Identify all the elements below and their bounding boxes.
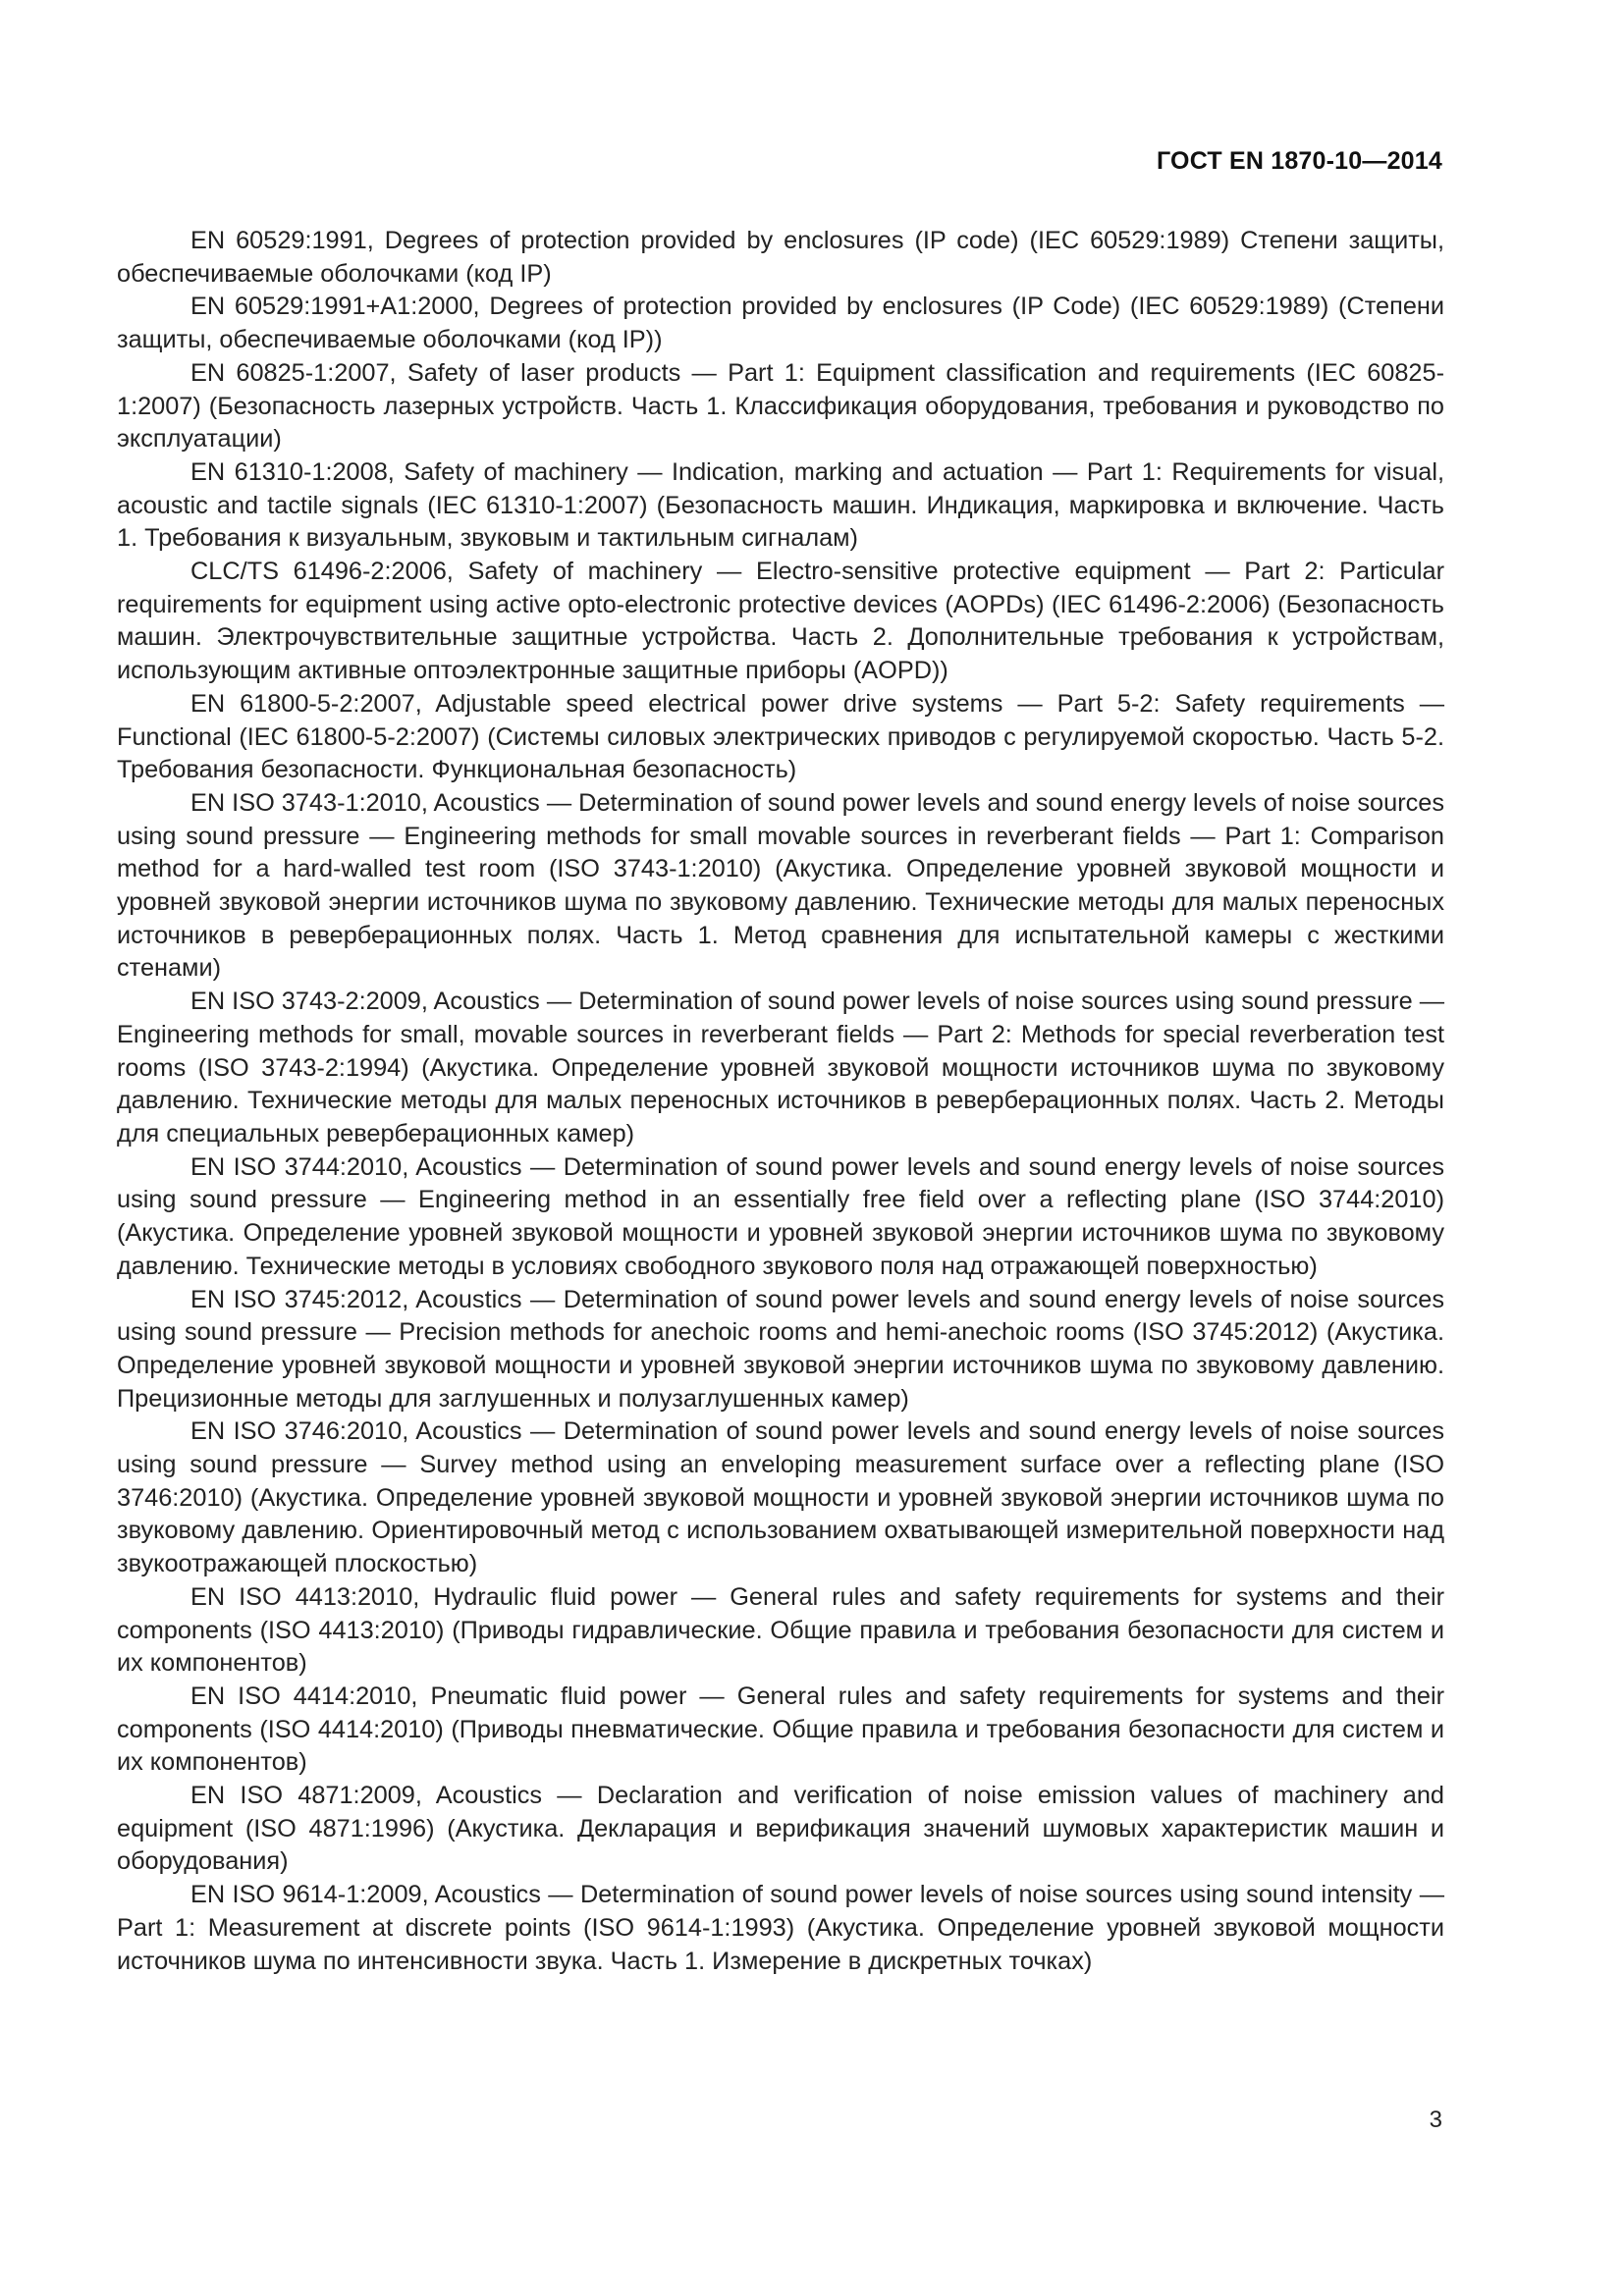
reference-entry: EN 61800-5-2:2007, Adjustable speed electrical power drive systems — Part 5-2: Safety requirements — Functional (IEC 61800-5-2:2007) (Системы силовых электрических приводов с регулируемой скоростью. Часть 5-2. Требования безопасности. Функциональная безопасность) (117, 689, 1444, 784)
reference-entry: EN ISO 3744:2010, Acoustics — Determination of sound power levels and sound energy levels of noise sources using sound pressure — Engineering method in an essentially free field over a reflecting plane (ISO 3744:2010) (Акустика. Определение уровней звуковой мощности и уровней звуковой энергии источников шума по звуковому давлению. Технические методы в условиях свободного звукового поля над отражающей поверхностью) (117, 1152, 1444, 1280)
reference-entry: EN ISO 4414:2010, Pneumatic fluid power — General rules and safety requirements for systems and their components (ISO 4414:2010) (Приводы пневматические. Общие правила и требования безопасности для систем и их компонентов) (117, 1682, 1444, 1777)
reference-entry: EN ISO 3743-1:2010, Acoustics — Determination of sound power levels and sound energy levels of noise sources using sound pressure — Engineering methods for small movable sources in reverberant fields — Part 1: Comparison method for a hard-walled test room (ISO 3743-1:2010) (Акустика. Определение уровней звуковой мощности и уровней звуковой энергии источников шума по звуковому давлению. Технические методы для малых переносных источников в реверберационных полях. Часть 1. Метод сравнения для испытательной камеры с жесткими стенами) (117, 788, 1444, 983)
reference-list (117, 225, 1444, 1978)
reference-entry: EN 60529:1991+A1:2000, Degrees of protection provided by enclosures (IP Code) (IEC 60529:1989) (Степени защиты, обеспечиваемые оболочками (код IP)) (117, 293, 1444, 354)
reference-entry: EN ISO 4413:2010, Hydraulic fluid power — General rules and safety requirements for systems and their components (ISO 4413:2010) (Приводы гидравлические. Общие правила и требования безопасности для систем и их компонентов) (117, 1582, 1444, 1678)
reference-entry: EN ISO 3745:2012, Acoustics — Determination of sound power levels and sound energy levels of noise sources using sound pressure — Precision methods for anechoic rooms and hemi-anechoic rooms (ISO 3745:2012) (Акустика. Определение уровней звуковой мощности и уровней звуковой энергии источников шума по звуковому давлению. Прецизионные методы для заглушенных и полузаглушенных камер) (117, 1285, 1444, 1413)
document-header: ГОСТ EN 1870-10—2014 (1157, 147, 1442, 175)
reference-entry: EN 61310-1:2008, Safety of machinery — Indication, marking and actuation — Part 1: Requirements for visual, acoustic and tactile signals (IEC 61310-1:2007) (Безопасность машин. Индикация, маркировка и включение. Часть 1. Требования к визуальным, звуковым и тактильным сигналам) (117, 457, 1444, 553)
reference-entry: EN 60825-1:2007, Safety of laser products — Part 1: Equipment classification and requirements (IEC 60825-1:2007) (Безопасность лазерных устройств. Часть 1. Классификация оборудования, требования и руководство по эксплуатации) (117, 358, 1444, 454)
reference-entry: CLC/TS 61496-2:2006, Safety of machinery — Electro-sensitive protective equipment — Part 2: Particular requirements for equipment using active opto-electronic protective devices (AOPDs) (IEC 61496-2:2006) (Безопасность машин. Электрочувствительные защитные устройства. Часть 2. Дополнительные требования к устройствам, использующим активные оптоэлектронные защитные приборы (AOPD)) (117, 558, 1444, 685)
reference-entry: EN 60529:1991, Degrees of protection provided by enclosures (IP code) (IEC 60529:1989) Степени защиты, обеспечиваемые оболочками (код IP) (117, 227, 1444, 288)
reference-entry: EN ISO 9614-1:2009, Acoustics — Determination of sound power levels of noise sources using sound intensity — Part 1: Measurement at discrete points (ISO 9614-1:1993) (Акустика. Определение уровней звуковой мощности источников шума по интенсивности звука. Часть 1. Измерение в дискретных точках) (117, 1881, 1444, 1975)
reference-entry: EN ISO 3746:2010, Acoustics — Determination of sound power levels and sound energy levels of noise sources using sound pressure — Survey method using an enveloping measurement surface over a reflecting plane (ISO 3746:2010) (Акустика. Определение уровней звуковой мощности и уровней звуковой энергии источников шума по звуковому давлению. Ориентировочный метод с использованием охватывающей измерительной поверхности над звукоотражающей плоскостью) (117, 1417, 1444, 1578)
reference-entry: EN ISO 3743-2:2009, Acoustics — Determination of sound power levels of noise sources using sound pressure — Engineering methods for small, movable sources in reverberant fields — Part 2: Methods for special reverberation test rooms (ISO 3743-2:1994) (Акустика. Определение уровней звуковой мощности источников шума по звуковому давлению. Технические методы для малых переносных источников в реверберационных полях. Часть 2. Методы для специальных реверберационных камер) (117, 988, 1444, 1148)
page-number: 3 (1429, 2107, 1442, 2133)
reference-entry: EN ISO 4871:2009, Acoustics — Declaration and verification of noise emission values of machinery and equipment (ISO 4871:1996) (Акустика. Декларация и верификация значений шумовых характеристик машин и оборудования) (117, 1782, 1444, 1876)
